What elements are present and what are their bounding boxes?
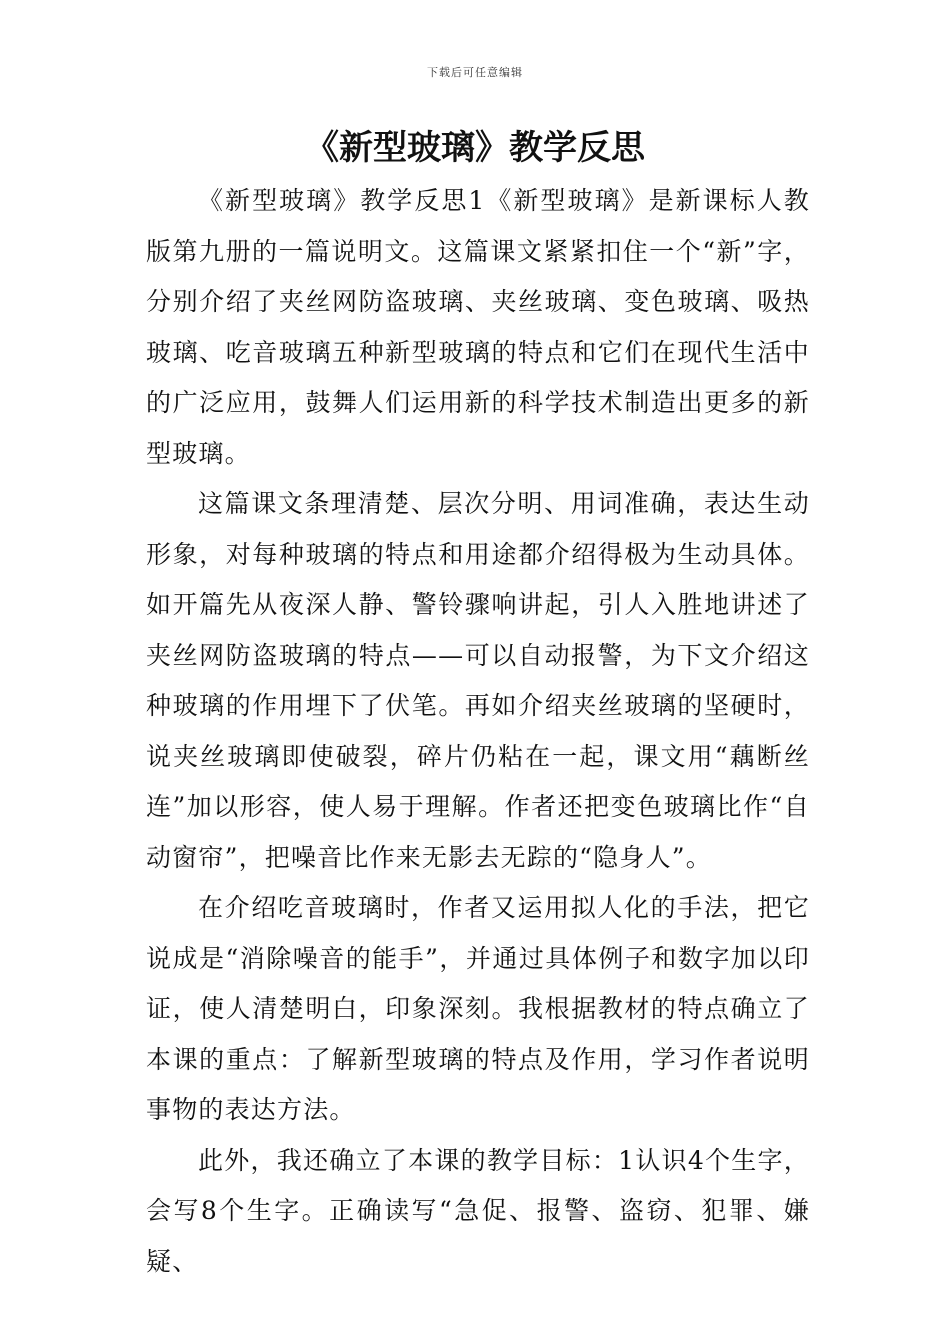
header-note: 下载后可任意编辑 xyxy=(427,66,523,79)
paragraph-2: 这篇课文条理清楚、层次分明、用词准确，表达生动形象，对每种玻璃的特点和用途都介绍得极为生动具体。如开篇先从夜深人静、警铃骤响讲起，引人入胜地讲述了夹丝网防盗玻璃的特点——可以自动报警，为下文介绍这种玻璃的作用埋下了伏笔。再如介绍夹丝玻璃的坚硬时，说夹丝玻璃即使破裂，碎片仍粘在一起，课文用“藕断丝连”加以形容，使人易于理解。作者还把变色玻璃比作“自动窗帘”，把噪音比作来无影去无踪的“隐身人”。 xyxy=(146,489,810,872)
paragraph-4: 此外，我还确立了本课的教学目标：1认识4个生字，会写8个生字。正确读写“急促、报警、盗窃、犯罪、嫌疑、 xyxy=(146,1145,810,1276)
document-body xyxy=(146,176,810,1287)
paragraph-3: 在介绍吃音玻璃时，作者又运用拟人化的手法，把它说成是“消除噪音的能手”，并通过具体例子和数字加以印证，使人清楚明白，印象深刻。我根据教材的特点确立了本课的重点：了解新型玻璃的特点及作用，学习作者说明事物的表达方法。 xyxy=(146,893,810,1124)
document-title: 《新型玻璃》教学反思 xyxy=(305,128,645,168)
paragraph-1: 《新型玻璃》教学反思1《新型玻璃》是新课标人教版第九册的一篇说明文。这篇课文紧紧扣住一个“新”字，分别介绍了夹丝网防盗玻璃、夹丝玻璃、变色玻璃、吸热玻璃、吃音玻璃五种新型玻璃的特点和它们在现代生活中的广泛应用，鼓舞人们运用新的科学技术制造出更多的新型玻璃。 xyxy=(146,186,810,468)
